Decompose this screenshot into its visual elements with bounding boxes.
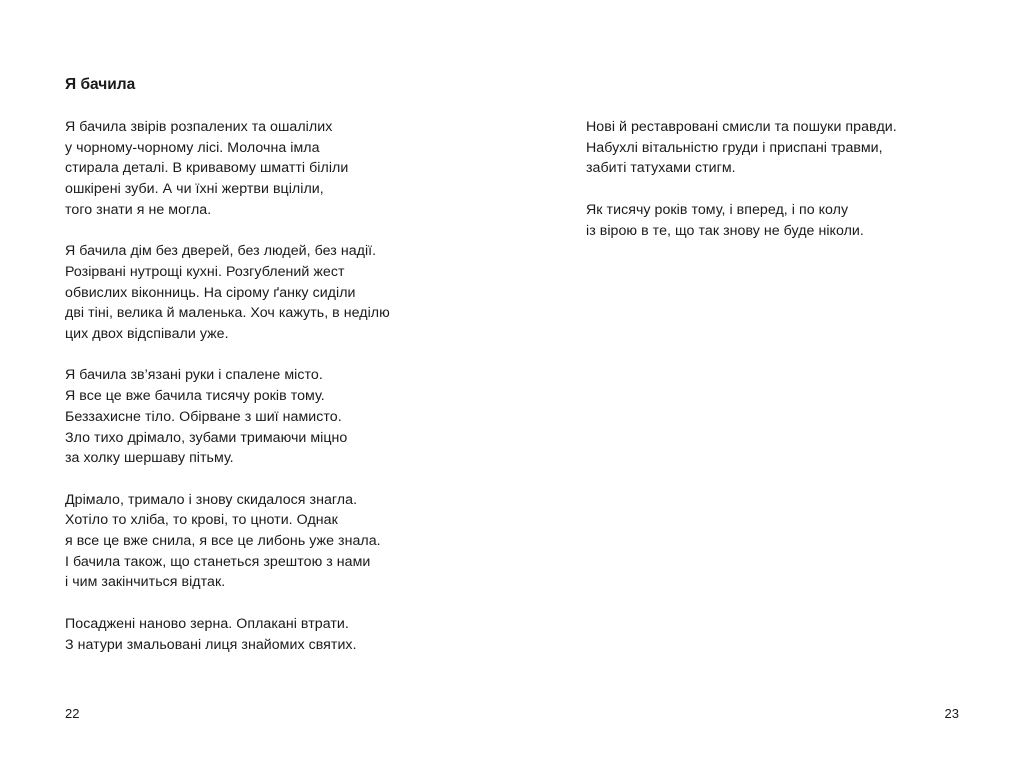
poem-line: Я бачила зв’язані руки і спалене місто.	[65, 367, 323, 384]
stanza-5	[65, 614, 390, 655]
poem-line: із вірою в те, що так знову не буде ніколи.	[586, 222, 864, 239]
stanza-7	[586, 200, 897, 241]
poem-line: Беззахисне тіло. Обірване з шиї намисто.	[65, 408, 342, 425]
poem-line: у чорному-чорному лісі. Молочна імла	[65, 139, 320, 156]
right-page	[512, 0, 1024, 768]
poem-line: обвислих віконниць. На сірому ґанку сиділи	[65, 284, 356, 301]
poem-line: за холку шершаву пітьму.	[65, 450, 234, 467]
poem-line: дві тіні, велика й маленька. Хоч кажуть, в неділю	[65, 305, 390, 322]
poem-line: цих двох відспівали уже.	[65, 326, 229, 343]
poem-line: Хотіло то хліба, то крові, то цноти. Однак	[65, 512, 338, 529]
poem-line: Дрімало, тримало і знову скидалося знагла.	[65, 491, 358, 508]
page-number-right: 23	[944, 706, 959, 721]
page-number-left: 22	[65, 706, 80, 721]
poem-line: забиті татухами стигм.	[586, 160, 736, 177]
poem-line: і чим закінчиться відтак.	[65, 574, 226, 591]
poem-line: я все це вже снила, я все це либонь уже знала.	[65, 533, 381, 550]
poem-line: Я бачила дім без дверей, без людей, без надії.	[65, 243, 377, 260]
stanza-3	[65, 365, 390, 469]
poem-line: Розірвані нутрощі кухні. Розгублений жест	[65, 263, 345, 280]
poem-line: Я все це вже бачила тисячу років тому.	[65, 388, 325, 405]
poem-line: Я бачила звірів розпалених та ошалілих	[65, 119, 333, 135]
stanza-6	[586, 117, 897, 179]
stanza-4	[65, 490, 390, 594]
poem-line: Нові й реставровані смисли та пошуки правди.	[586, 119, 897, 135]
poem-line: того знати я не могла.	[65, 201, 212, 218]
poem-body-left	[65, 117, 390, 676]
stanza-1	[65, 117, 390, 221]
poem-line: Набухлі вітальністю груди і приспані травми,	[586, 139, 883, 156]
poem-title: Я бачила	[65, 76, 136, 93]
poem-line: Як тисячу років тому, і вперед, і по колу	[586, 201, 849, 218]
poem-line: Посаджені наново зерна. Оплакані втрати.	[65, 615, 349, 632]
stanza-2	[65, 241, 390, 345]
poem-line: Зло тихо дрімало, зубами тримаючи міцно	[65, 429, 348, 446]
poem-line: ошкірені зуби. А чи їхні жертви вціліли,	[65, 181, 324, 198]
poem-line: З натури змальовані лиця знайомих святих.	[65, 636, 357, 653]
poem-body-right	[586, 117, 897, 262]
poem-line: стирала деталі. В кривавому шматті біліли	[65, 160, 349, 177]
poem-line: І бачила також, що станеться зрештою з нами	[65, 553, 371, 570]
